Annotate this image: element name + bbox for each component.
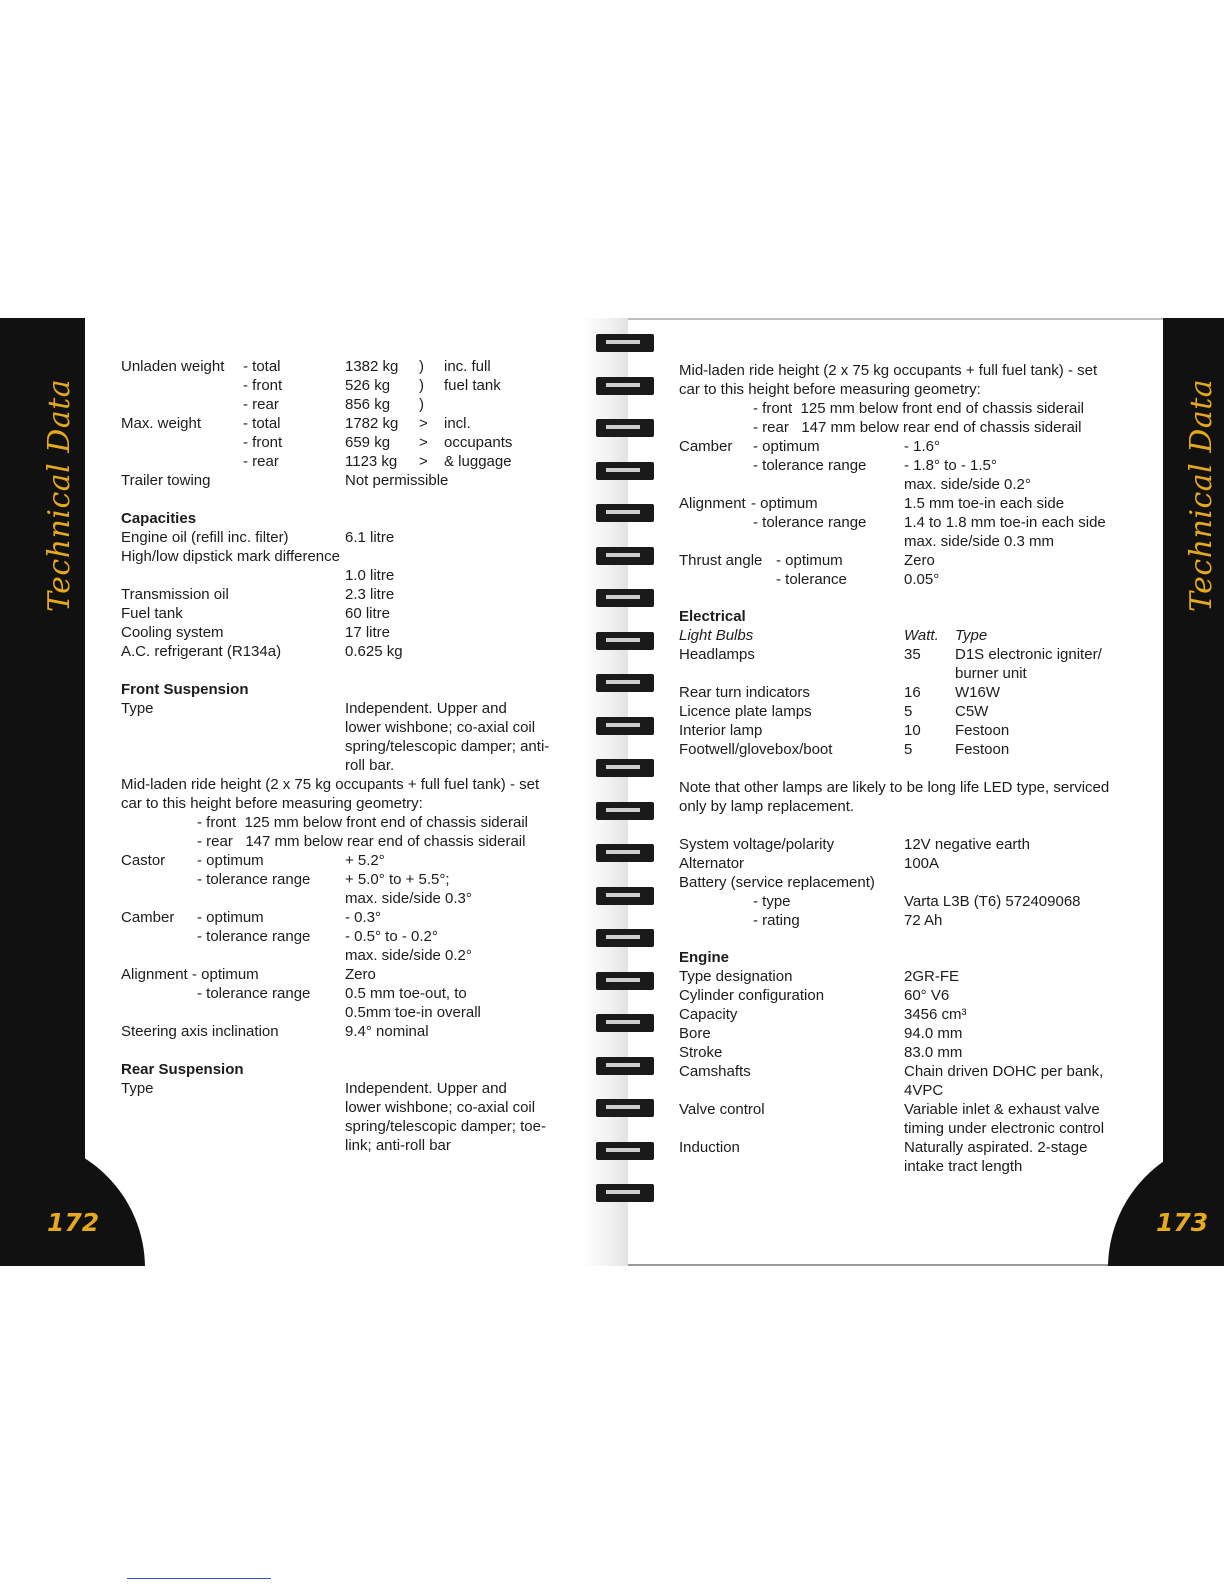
bulb-type: Festoon <box>955 741 1010 758</box>
binding-ring <box>596 972 654 990</box>
binding-ring <box>596 717 654 735</box>
binding-ring <box>596 419 654 437</box>
ride-height-line: car to this height before measuring geometry: <box>679 381 981 398</box>
weight-symbol: > <box>419 453 428 470</box>
system-voltage-value: 12V negative earth <box>904 836 1030 853</box>
binding-ring <box>596 1014 654 1032</box>
capacity-value: 60 litre <box>345 605 391 622</box>
ride-height-front: - front 125 mm below front end of chassis siderail <box>753 400 1084 417</box>
camber-optimum-value: - 1.6° <box>904 438 941 455</box>
binding-ring <box>596 759 654 777</box>
dipstick-label: High/low dipstick mark difference <box>121 548 340 565</box>
induction-value: intake tract length <box>904 1158 1023 1175</box>
alignment-optimum-value: Zero <box>345 966 376 983</box>
weight-symbol: ) <box>419 377 424 394</box>
alignment-optimum-label: - optimum <box>192 966 259 983</box>
alternator-label: Alternator <box>679 855 745 872</box>
camber-side-value: max. side/side 0.2° <box>345 947 472 964</box>
type-header: Type <box>955 627 988 644</box>
castor-tolerance-label: - tolerance range <box>197 871 311 888</box>
binding-ring <box>596 844 654 862</box>
front-type-line: lower wishbone; co-axial coil <box>345 719 536 736</box>
binding-ring <box>596 929 654 947</box>
weight-sub: - front <box>243 434 283 451</box>
camber-optimum-value: - 0.3° <box>345 909 382 926</box>
alignment-label: Alignment <box>679 495 746 512</box>
spine-shadow <box>583 318 628 1266</box>
binding-ring <box>596 547 654 565</box>
thrust-angle-label: Thrust angle <box>679 552 763 569</box>
capacity-value: 2.3 litre <box>345 586 395 603</box>
engine-oil-label: Engine oil (refill inc. filter) <box>121 529 289 546</box>
light-bulbs-label: Light Bulbs <box>679 627 754 644</box>
bulb-name: Headlamps <box>679 646 755 663</box>
bottom-margin <box>0 1266 1224 1466</box>
capacities-heading: Capacities <box>121 510 197 527</box>
weight-symbol: > <box>419 434 428 451</box>
battery-rating-value: 72 Ah <box>904 912 943 929</box>
castor-label: Castor <box>121 852 166 869</box>
binding-ring <box>596 1099 654 1117</box>
binding-ring <box>596 802 654 820</box>
bulb-watt: 10 <box>904 722 921 739</box>
side-title-right: Technical Data <box>1184 378 1219 612</box>
bulb-name: Footwell/glovebox/boot <box>679 741 833 758</box>
thrust-tolerance-label: - tolerance <box>776 571 847 588</box>
weight-sub: - total <box>243 358 281 375</box>
induction-value: Naturally aspirated. 2-stage <box>904 1139 1088 1156</box>
camber-tolerance-value: - 1.8° to - 1.5° <box>904 457 997 474</box>
weight-sub: - rear <box>243 453 279 470</box>
bulb-name: Licence plate lamps <box>679 703 812 720</box>
bulb-watt: 16 <box>904 684 921 701</box>
camber-label: Camber <box>121 909 175 926</box>
side-title-left: Technical Data <box>42 378 77 612</box>
rear-type-line: link; anti-roll bar <box>345 1137 451 1154</box>
weight-symbol: ) <box>419 358 424 375</box>
bulb-name: Rear turn indicators <box>679 684 810 701</box>
steering-axis-label: Steering axis inclination <box>121 1023 279 1040</box>
camshafts-value: 4VPC <box>904 1082 944 1099</box>
camshafts-value: Chain driven DOHC per bank, <box>904 1063 1104 1080</box>
system-voltage-label: System voltage/polarity <box>679 836 835 853</box>
bulb-watt: 5 <box>904 703 913 720</box>
alignment-tolerance-value: 0.5 mm toe-out, to <box>345 985 467 1002</box>
thrust-optimum-label: - optimum <box>776 552 843 569</box>
binding-ring <box>596 1142 654 1160</box>
battery-rating-label: - rating <box>753 912 800 929</box>
engine-heading: Engine <box>679 949 730 966</box>
page-number-left: 172 <box>47 1208 100 1237</box>
camber-optimum-label: - optimum <box>197 909 264 926</box>
weight-value: 526 kg <box>345 377 391 394</box>
binding-ring <box>596 1057 654 1075</box>
trailer-value: Not permissible <box>345 472 449 489</box>
alignment-optimum-value: 1.5 mm toe-in each side <box>904 495 1065 512</box>
bulb-watt: 5 <box>904 741 913 758</box>
front-type-line: Independent. Upper and <box>345 700 507 717</box>
binding-ring <box>596 674 654 692</box>
camber-side-value: max. side/side 0.2° <box>904 476 1031 493</box>
engine-value: 3456 cm³ <box>904 1006 967 1023</box>
castor-side-value: max. side/side 0.3° <box>345 890 472 907</box>
front-type-line: spring/telescopic damper; anti- <box>345 738 550 755</box>
thrust-optimum-value: Zero <box>904 552 935 569</box>
bulb-type: Festoon <box>955 722 1010 739</box>
alignment-tolerance-label: - tolerance range <box>753 514 867 531</box>
camber-tolerance-label: - tolerance range <box>753 457 867 474</box>
front-suspension-heading: Front Suspension <box>121 681 249 698</box>
bulb-type: D1S electronic igniter/ <box>955 646 1102 663</box>
engine-label: Cylinder configuration <box>679 987 825 1004</box>
engine-value: 60° V6 <box>904 987 950 1004</box>
binding-ring <box>596 504 654 522</box>
capacity-value: 17 litre <box>345 624 391 641</box>
weight-label: Max. weight <box>121 415 202 432</box>
ride-height-rear: - rear 147 mm below rear end of chassis siderail <box>753 419 1082 436</box>
battery-type-value: Varta L3B (T6) 572409068 <box>904 893 1081 910</box>
binding-ring <box>596 632 654 650</box>
bulb-type: burner unit <box>955 665 1027 682</box>
engine-label: Bore <box>679 1025 711 1042</box>
camber-tolerance-label: - tolerance range <box>197 928 311 945</box>
castor-optimum-value: + 5.2° <box>345 852 385 869</box>
weight-note: fuel tank <box>444 377 501 394</box>
bulb-type: C5W <box>955 703 989 720</box>
camshafts-label: Camshafts <box>679 1063 751 1080</box>
capacity-label: A.C. refrigerant (R134a) <box>121 643 282 660</box>
front-type-line: roll bar. <box>345 757 395 774</box>
weight-label: Unladen weight <box>121 358 225 375</box>
binding-ring <box>596 377 654 395</box>
weight-note: inc. full <box>444 358 491 375</box>
capacity-label: Fuel tank <box>121 605 183 622</box>
weight-value: 1782 kg <box>345 415 399 432</box>
weight-symbol: > <box>419 415 428 432</box>
led-note-line: only by lamp replacement. <box>679 798 855 815</box>
binding-ring <box>596 334 654 352</box>
rear-suspension-heading: Rear Suspension <box>121 1061 244 1078</box>
engine-value: 94.0 mm <box>904 1025 963 1042</box>
watt-header: Watt. <box>904 627 939 644</box>
engine-label: Capacity <box>679 1006 738 1023</box>
capacity-value: 0.625 kg <box>345 643 403 660</box>
ride-height-rear: - rear 147 mm below rear end of chassis siderail <box>197 833 526 850</box>
valve-control-value: timing under electronic control <box>904 1120 1105 1137</box>
weight-sub: - front <box>243 377 283 394</box>
electrical-heading: Electrical <box>679 608 746 625</box>
valve-control-value: Variable inlet & exhaust valve <box>904 1101 1100 1118</box>
binding-ring <box>596 589 654 607</box>
rear-type-line: lower wishbone; co-axial coil <box>345 1099 536 1116</box>
rear-type-label: Type <box>121 1080 154 1097</box>
weight-value: 1382 kg <box>345 358 399 375</box>
bottom-rule <box>127 1578 271 1579</box>
weight-note: incl. <box>444 415 471 432</box>
castor-tolerance-value: + 5.0° to + 5.5°; <box>345 871 450 888</box>
ride-height-line: Mid-laden ride height (2 x 75 kg occupants + full fuel tank) - set <box>679 362 1098 379</box>
ride-height-line: car to this height before measuring geometry: <box>121 795 423 812</box>
right-page-top-edge <box>628 318 1163 320</box>
rear-type-line: Independent. Upper and <box>345 1080 507 1097</box>
engine-label: Type designation <box>679 968 793 985</box>
engine-oil-value: 6.1 litre <box>345 529 395 546</box>
binding-ring <box>596 1184 654 1202</box>
weight-value: 856 kg <box>345 396 391 413</box>
alignment-overall-value: 0.5mm toe-in overall <box>345 1004 481 1021</box>
camber-optimum-label: - optimum <box>753 438 820 455</box>
battery-label: Battery (service replacement) <box>679 874 875 891</box>
camber-label: Camber <box>679 438 733 455</box>
alignment-optimum-label: - optimum <box>751 495 818 512</box>
engine-value: 2GR-FE <box>904 968 960 985</box>
weight-value: 659 kg <box>345 434 391 451</box>
weight-symbol: ) <box>419 396 424 413</box>
led-note-line: Note that other lamps are likely to be long life LED type, serviced <box>679 779 1110 796</box>
ride-height-front: - front 125 mm below front end of chassis siderail <box>197 814 528 831</box>
bulb-name: Interior lamp <box>679 722 763 739</box>
engine-value: 83.0 mm <box>904 1044 963 1061</box>
alignment-side-value: max. side/side 0.3 mm <box>904 533 1055 550</box>
weight-note: occupants <box>444 434 513 451</box>
capacity-label: Transmission oil <box>121 586 229 603</box>
front-type-label: Type <box>121 700 154 717</box>
steering-axis-value: 9.4° nominal <box>345 1023 429 1040</box>
battery-type-label: - type <box>753 893 791 910</box>
weight-sub: - rear <box>243 396 279 413</box>
binding-ring <box>596 887 654 905</box>
thrust-tolerance-value: 0.05° <box>904 571 940 588</box>
capacity-label: Cooling system <box>121 624 224 641</box>
bulb-watt: 35 <box>904 646 921 663</box>
castor-optimum-label: - optimum <box>197 852 264 869</box>
alignment-tolerance-label: - tolerance range <box>197 985 311 1002</box>
engine-label: Stroke <box>679 1044 723 1061</box>
page-number-right: 173 <box>1156 1208 1209 1237</box>
valve-control-label: Valve control <box>679 1101 765 1118</box>
bulb-type: W16W <box>955 684 1000 701</box>
induction-label: Induction <box>679 1139 740 1156</box>
weight-note: & luggage <box>444 453 512 470</box>
rear-type-line: spring/telescopic damper; toe- <box>345 1118 546 1135</box>
alternator-value: 100A <box>904 855 940 872</box>
weight-value: 1123 kg <box>345 453 398 470</box>
binding-ring <box>596 462 654 480</box>
alignment-tolerance-value: 1.4 to 1.8 mm toe-in each side <box>904 514 1106 531</box>
camber-tolerance-value: - 0.5° to - 0.2° <box>345 928 438 945</box>
weight-sub: - total <box>243 415 281 432</box>
trailer-label: Trailer towing <box>121 472 211 489</box>
dipstick-value: 1.0 litre <box>345 567 395 584</box>
ride-height-line: Mid-laden ride height (2 x 75 kg occupants + full fuel tank) - set <box>121 776 540 793</box>
alignment-label: Alignment <box>121 966 188 983</box>
